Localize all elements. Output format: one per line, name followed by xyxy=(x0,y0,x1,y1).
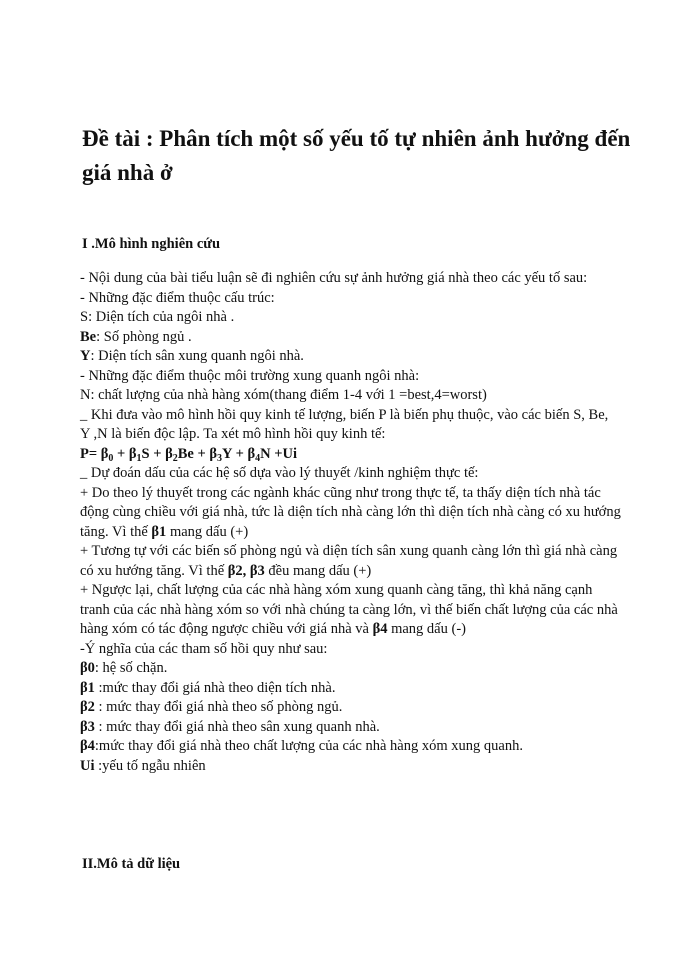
paragraph xyxy=(80,347,625,367)
param-item xyxy=(80,698,625,718)
paragraph: N: chất lượng của nhà hàng xóm(thang điểm 1-4 với 1 =best,4=worst) xyxy=(80,387,487,403)
eq-part: N +Ui xyxy=(260,445,297,462)
paragraph: -Ý nghĩa của các tham số hồi quy như sau: xyxy=(80,640,328,657)
paragraph xyxy=(80,581,625,640)
param-text: : mức thay đổi giá nhà theo số phòng ngủ. xyxy=(94,699,343,715)
text: đều mang dấu (+) xyxy=(264,562,372,579)
paragraph xyxy=(80,484,625,543)
param-label: β1 xyxy=(80,679,95,696)
param-text: :mức thay đổi giá nhà theo diện tích nhà. xyxy=(94,679,336,696)
eq-subscript: 3 xyxy=(217,452,223,464)
text: mang dấu (+) xyxy=(166,523,249,540)
document-body xyxy=(80,269,625,776)
paragraph: - Nội dung của bài tiểu luận sẽ đi nghiên cứu sự ảnh hưởng giá nhà theo các yếu tố sau: xyxy=(80,270,588,286)
eq-part: Be + β xyxy=(177,445,218,462)
param-text: :yếu tố ngẫu nhiên xyxy=(94,757,206,774)
term-label: Y xyxy=(80,348,91,364)
eq-part: S + β xyxy=(141,445,173,462)
coef: β1 xyxy=(151,523,167,540)
coef: β2, β3 xyxy=(227,562,265,579)
param-item xyxy=(80,718,625,738)
param-label: Ui xyxy=(80,757,95,774)
param-text: : hệ số chặn. xyxy=(94,660,168,676)
eq-subscript: 0 xyxy=(108,452,114,464)
term-label: Be xyxy=(80,328,97,345)
eq-part: Y + β xyxy=(222,445,256,462)
section-heading-data: II.Mô tả dữ liệu xyxy=(82,856,181,872)
paragraph: - Những đặc điểm thuộc cấu trúc: xyxy=(80,289,275,306)
section-heading-model: I .Mô hình nghiên cứu xyxy=(82,236,221,252)
eq-subscript: 1 xyxy=(136,452,142,464)
param-item xyxy=(80,679,625,699)
paragraph: Y ,N là biến độc lập. Ta xét mô hình hồi quy kinh tế: xyxy=(80,426,386,442)
term-text: : Số phòng ngủ . xyxy=(96,328,192,345)
param-label: β2 xyxy=(80,699,95,715)
param-label: β4 xyxy=(80,738,95,754)
eq-part: + β xyxy=(113,445,137,462)
paragraph xyxy=(80,328,625,348)
param-text: :mức thay đổi giá nhà theo chất lượng của các nhà hàng xóm xung quanh. xyxy=(94,738,523,754)
paragraph: _ Dự đoán dấu của các hệ số dựa vào lý thuyết /kinh nghiệm thực tế: xyxy=(80,465,479,481)
eq-subscript: 4 xyxy=(255,452,261,464)
param-item xyxy=(80,757,625,777)
param-text: : mức thay đổi giá nhà theo sân xung quanh nhà. xyxy=(94,718,380,735)
paragraph: - Những đặc điểm thuộc môi trường xung quanh ngôi nhà: xyxy=(80,367,420,384)
paragraph: _ Khi đưa vào mô hình hồi quy kinh tế lượng, biến P là biến phụ thuộc, vào các biến S, Be, xyxy=(80,406,609,423)
document-title: Đề tài : Phân tích một số yếu tố tự nhiên ảnh hưởng đến giá nhà ở xyxy=(82,126,631,185)
eq-part: P= β xyxy=(80,445,109,462)
param-item xyxy=(80,659,625,679)
paragraph xyxy=(80,542,625,581)
term-text: : Diện tích sân xung quanh ngôi nhà. xyxy=(90,348,304,364)
text: + Ngược lại, chất lượng của các nhà hàng xóm xung quanh càng tăng, thì khả năng cạnh tranh của các nhà hàng xóm so với nhà chúng ta càng lớn, vì thế biến chất lượng của các nhà hàng xóm có tác động ngược chiều với giá nhà và xyxy=(80,582,618,637)
text: mang dấu (-) xyxy=(387,621,466,637)
param-label: β0 xyxy=(80,660,95,676)
regression-equation xyxy=(80,445,625,465)
eq-subscript: 2 xyxy=(172,452,178,464)
paragraph: S: Diện tích của ngôi nhà . xyxy=(80,309,235,325)
param-item xyxy=(80,737,625,757)
param-label: β3 xyxy=(80,718,95,735)
text: + Do theo lý thuyết trong các ngành khác cũng như trong thực tế, ta thấy diện tích nhà tác động cùng chiều với giá nhà, tức là diện tích nhà càng lớn thì diện tích nhà càng có xu hướng tăng. Vì thế xyxy=(80,484,621,540)
text: + Tương tự với các biến số phòng ngủ và diện tích sân xung quanh càng lớn thì giá nhà càng có xu hướng tăng. Vì thế xyxy=(80,543,618,579)
coef: β4 xyxy=(372,621,388,637)
